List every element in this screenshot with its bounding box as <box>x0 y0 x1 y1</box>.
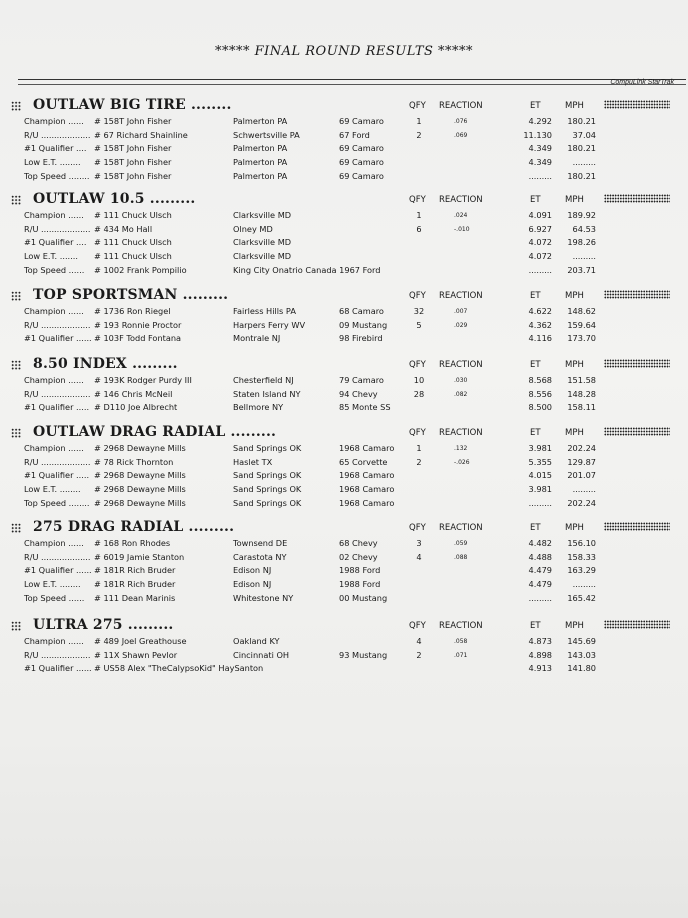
qfy-value: 2 <box>416 129 422 140</box>
et-value: 4.482 <box>528 538 552 548</box>
et-header: ET <box>530 621 541 631</box>
mph-value: 145.69 <box>567 636 596 646</box>
award-label: Champion ...... <box>24 538 84 548</box>
table-row <box>0 578 688 592</box>
award-label: #1 Qualifier ...... <box>24 333 92 344</box>
table-row <box>0 564 688 578</box>
section-header <box>0 97 688 115</box>
table-row <box>0 115 688 129</box>
driver-entry: # 11X Shawn Pevlor <box>94 649 178 660</box>
driver-entry: # 158T John Fisher <box>94 143 172 154</box>
qfy-value: 2 <box>416 649 422 660</box>
mph-value: ......... <box>572 484 596 495</box>
hometown: Haslet TX <box>233 456 273 467</box>
car: 69 Camaro <box>339 143 384 154</box>
table-row <box>0 442 688 456</box>
hometown: Carastota NY <box>233 551 287 562</box>
et-value: 4.488 <box>528 551 552 562</box>
qfy-header: QFY <box>409 195 426 205</box>
driver-entry: # 489 Joel Greathouse <box>94 636 187 646</box>
driver-entry: # 2968 Dewayne Mills <box>94 497 186 508</box>
reaction-header: REACTION <box>439 101 483 111</box>
car: 1968 Camaro <box>339 484 395 495</box>
section-header <box>0 424 688 442</box>
et-value: ......... <box>528 497 552 508</box>
mph-header: MPH <box>565 291 584 301</box>
mph-value: 158.11 <box>567 402 596 413</box>
mph-value: 201.07 <box>567 470 596 481</box>
car: 69 Camaro <box>339 116 384 126</box>
hometown: Palmerton PA <box>233 116 288 126</box>
section-header <box>0 191 688 209</box>
reaction-header: REACTION <box>439 195 483 205</box>
mph-value: 189.92 <box>567 210 596 220</box>
results-section <box>0 356 688 415</box>
table-row <box>0 319 688 333</box>
qfy-value: 32 <box>413 306 425 316</box>
reaction-value: .058 <box>454 638 468 645</box>
mph-value: ......... <box>572 251 596 262</box>
hometown: Staten Island NY <box>233 388 301 399</box>
et-value: ......... <box>528 170 552 181</box>
table-row <box>0 170 688 184</box>
grid-dots-icon <box>11 360 21 370</box>
car: 69 Camaro <box>339 170 384 181</box>
mph-header: MPH <box>565 360 584 370</box>
section-title: 8.50 INDEX ......... <box>33 356 178 372</box>
mph-value: 198.26 <box>567 237 596 248</box>
results-section <box>0 424 688 510</box>
driver-entry: # 146 Chris McNeil <box>94 388 173 399</box>
hometown: King City Onatrio Canada 1967 Ford <box>233 264 381 275</box>
mph-value: 148.62 <box>567 306 596 316</box>
section-title: OUTLAW BIG TIRE ........ <box>33 97 232 113</box>
qfy-value: 1 <box>416 210 422 220</box>
et-value: 8.556 <box>528 388 552 399</box>
section-header <box>0 356 688 374</box>
mph-value: 143.03 <box>567 649 596 660</box>
et-value: 4.349 <box>528 157 552 168</box>
dots-bar-icon <box>604 522 670 531</box>
section-title: OUTLAW DRAG RADIAL ......... <box>33 424 277 440</box>
reaction-header: REACTION <box>439 428 483 438</box>
mph-value: 159.64 <box>567 319 596 330</box>
et-value: 4.292 <box>528 116 552 126</box>
et-value: 4.622 <box>528 306 552 316</box>
hometown: Palmerton PA <box>233 170 288 181</box>
mph-header: MPH <box>565 101 584 111</box>
award-label: #1 Qualifier ...... <box>24 663 92 674</box>
brand-label: CompuLink StarTrak <box>610 79 674 86</box>
mph-value: 141.80 <box>567 663 596 674</box>
qfy-value: 6 <box>416 223 422 234</box>
hometown: Harpers Ferry WV <box>233 319 306 330</box>
et-value: ......... <box>528 592 552 603</box>
qfy-header: QFY <box>409 621 426 631</box>
table-row <box>0 156 688 170</box>
driver-entry: # 2968 Dewayne Mills <box>94 484 186 495</box>
reaction-value: .029 <box>454 321 468 329</box>
reaction-header: REACTION <box>439 291 483 301</box>
results-section <box>0 287 688 346</box>
et-value: 8.568 <box>528 375 552 385</box>
hometown: Bellmore NY <box>233 402 284 413</box>
dots-bar-icon <box>604 290 670 299</box>
qfy-value: 2 <box>416 456 422 467</box>
grid-dots-icon <box>11 621 21 631</box>
section-header <box>0 617 688 635</box>
grid-dots-icon <box>11 523 21 533</box>
qfy-value: 3 <box>416 538 422 548</box>
section-title: TOP SPORTSMAN ......... <box>33 287 229 303</box>
hometown: Townsend DE <box>233 538 288 548</box>
driver-entry: # 434 Mo Hall <box>94 223 153 234</box>
reaction-value: .059 <box>454 540 468 547</box>
hometown: Montrale NJ <box>233 333 281 344</box>
reaction-value: .030 <box>454 377 468 384</box>
hometown: Fairless Hills PA <box>233 306 296 316</box>
driver-entry: # D110 Joe Albrecht <box>94 402 178 413</box>
car: 79 Camaro <box>339 375 384 385</box>
car: 00 Mustang <box>339 592 388 603</box>
mph-value: 64.53 <box>572 223 596 234</box>
qfy-header: QFY <box>409 291 426 301</box>
award-label: #1 Qualifier ..... <box>24 402 90 413</box>
hometown: Sand Springs OK <box>233 470 302 481</box>
driver-entry: # 158T John Fisher <box>94 170 172 181</box>
table-row <box>0 483 688 497</box>
section-header <box>0 519 688 537</box>
mph-header: MPH <box>565 195 584 205</box>
driver-entry: # 103F Todd Fontana <box>94 333 182 344</box>
et-value: 4.873 <box>528 636 552 646</box>
table-row <box>0 635 688 649</box>
reaction-value: .082 <box>454 390 468 398</box>
award-label: Champion ...... <box>24 443 84 453</box>
et-header: ET <box>530 101 541 111</box>
dots-bar-icon <box>604 359 670 368</box>
driver-entry: # 158T John Fisher <box>94 157 172 168</box>
car: 68 Camaro <box>339 306 384 316</box>
award-label: Champion ...... <box>24 210 84 220</box>
driver-entry: # 2968 Dewayne Mills <box>94 470 186 481</box>
mph-value: 180.21 <box>567 143 596 154</box>
section-title: 275 DRAG RADIAL ......... <box>33 519 235 535</box>
qfy-value: 28 <box>413 388 425 399</box>
reaction-value: .071 <box>454 651 468 659</box>
et-header: ET <box>530 428 541 438</box>
mph-value: 158.33 <box>567 551 596 562</box>
driver-entry: # 67 Richard Shainline <box>94 129 188 140</box>
qfy-value: 4 <box>416 636 422 646</box>
award-label: Low E.T. ........ <box>24 157 81 168</box>
qfy-header: QFY <box>409 523 426 533</box>
hometown: Clarksville MD <box>233 210 292 220</box>
reaction-header: REACTION <box>439 621 483 631</box>
hometown: Cincinnati OH <box>233 649 290 660</box>
award-label: R/U ................... <box>24 551 91 562</box>
mph-value: 151.58 <box>567 375 596 385</box>
table-row <box>0 649 688 663</box>
driver-entry: # 111 Chuck Ulsch <box>94 251 172 262</box>
award-label: Champion ...... <box>24 375 84 385</box>
et-value: 4.479 <box>528 565 552 576</box>
grid-dots-icon <box>11 195 21 205</box>
header-rule-thin <box>18 84 686 85</box>
table-row <box>0 129 688 143</box>
table-row <box>0 264 688 278</box>
et-value: 3.981 <box>528 484 552 495</box>
et-value: ......... <box>528 264 552 275</box>
award-label: Champion ...... <box>24 306 84 316</box>
car: 1988 Ford <box>339 565 381 576</box>
award-label: #1 Qualifier ...... <box>24 565 92 576</box>
car: 1988 Ford <box>339 579 381 590</box>
grid-dots-icon <box>11 101 21 111</box>
award-label: Champion ...... <box>24 636 84 646</box>
award-label: Champion ...... <box>24 116 84 126</box>
mph-value: 129.87 <box>567 456 596 467</box>
hometown: Olney MD <box>233 223 273 234</box>
mph-value: 148.28 <box>567 388 596 399</box>
reaction-header: REACTION <box>439 360 483 370</box>
et-value: 4.479 <box>528 579 552 590</box>
table-row <box>0 374 688 388</box>
hometown: Clarksville MD <box>233 237 292 248</box>
car: 98 Firebird <box>339 333 383 344</box>
table-row <box>0 469 688 483</box>
car: 93 Mustang <box>339 649 388 660</box>
mph-value: 202.24 <box>567 497 596 508</box>
section-title: OUTLAW 10.5 ......... <box>33 191 196 207</box>
et-value: 4.362 <box>528 319 552 330</box>
mph-header: MPH <box>565 621 584 631</box>
table-row <box>0 236 688 250</box>
dots-bar-icon <box>604 100 670 109</box>
award-label: Top Speed ...... <box>24 264 85 275</box>
section-title: ULTRA 275 ......... <box>33 617 174 633</box>
qfy-value: 10 <box>413 375 425 385</box>
mph-value: 180.21 <box>567 170 596 181</box>
award-label: R/U ................... <box>24 649 91 660</box>
driver-entry: # 6019 Jamie Stanton <box>94 551 185 562</box>
et-value: 3.981 <box>528 443 552 453</box>
hometown: Sand Springs OK <box>233 484 302 495</box>
reaction-value: .024 <box>454 212 468 219</box>
table-row <box>0 592 688 606</box>
car: 68 Chevy <box>339 538 378 548</box>
qfy-value: 1 <box>416 116 422 126</box>
et-value: 4.091 <box>528 210 552 220</box>
qfy-value: 4 <box>416 551 422 562</box>
mph-value: ......... <box>572 157 596 168</box>
driver-entry: # 181R Rich Bruder <box>94 565 176 576</box>
driver-entry: # US58 Alex "TheCalypsoKid" HaySanton <box>94 663 264 674</box>
award-label: #1 Qualifier ..... <box>24 470 90 481</box>
reaction-value: .132 <box>454 445 468 452</box>
car: 02 Chevy <box>339 551 378 562</box>
table-row <box>0 142 688 156</box>
results-section <box>0 519 688 605</box>
reaction-header: REACTION <box>439 523 483 533</box>
award-label: #1 Qualifier .... <box>24 143 87 154</box>
table-row <box>0 551 688 565</box>
table-row <box>0 250 688 264</box>
table-row <box>0 662 688 676</box>
et-value: 5.355 <box>528 456 552 467</box>
dots-bar-icon <box>604 194 670 203</box>
et-value: 4.898 <box>528 649 552 660</box>
table-row <box>0 401 688 415</box>
mph-header: MPH <box>565 523 584 533</box>
et-value: 8.500 <box>528 402 552 413</box>
qfy-value: 1 <box>416 443 422 453</box>
award-label: Top Speed ........ <box>24 170 90 181</box>
mph-value: 203.71 <box>567 264 596 275</box>
et-header: ET <box>530 195 541 205</box>
page-title: ***** FINAL ROUND RESULTS ***** <box>214 44 474 59</box>
header-rule <box>18 79 686 80</box>
et-value: 4.072 <box>528 251 552 262</box>
reaction-value: .007 <box>454 308 468 315</box>
driver-entry: # 193 Ronnie Proctor <box>94 319 182 330</box>
car: 1968 Camaro <box>339 470 395 481</box>
award-label: R/U ................... <box>24 319 91 330</box>
table-row <box>0 209 688 223</box>
grid-dots-icon <box>11 291 21 301</box>
car: 69 Camaro <box>339 157 384 168</box>
mph-value: 37.04 <box>572 129 596 140</box>
driver-entry: # 111 Dean Marinis <box>94 592 176 603</box>
qfy-header: QFY <box>409 428 426 438</box>
et-header: ET <box>530 523 541 533</box>
results-section <box>0 191 688 277</box>
reaction-value: -.026 <box>454 458 470 466</box>
mph-value: 202.24 <box>567 443 596 453</box>
mph-value: 163.29 <box>567 565 596 576</box>
results-section <box>0 617 688 676</box>
award-label: R/U ................... <box>24 456 91 467</box>
mph-value: 173.70 <box>567 333 596 344</box>
table-row <box>0 305 688 319</box>
award-label: Top Speed ...... <box>24 592 85 603</box>
award-label: R/U ................... <box>24 223 91 234</box>
et-header: ET <box>530 291 541 301</box>
mph-header: MPH <box>565 428 584 438</box>
table-row <box>0 332 688 346</box>
table-row <box>0 456 688 470</box>
hometown: Palmerton PA <box>233 157 288 168</box>
et-header: ET <box>530 360 541 370</box>
table-row <box>0 223 688 237</box>
hometown: Oakland KY <box>233 636 280 646</box>
driver-entry: # 168 Ron Rhodes <box>94 538 171 548</box>
driver-entry: # 111 Chuck Ulsch <box>94 210 172 220</box>
reaction-value: .076 <box>454 118 468 125</box>
award-label: R/U ................... <box>24 129 91 140</box>
hometown: Sand Springs OK <box>233 443 302 453</box>
reaction-value: .069 <box>454 131 468 139</box>
driver-entry: # 2968 Dewayne Mills <box>94 443 186 453</box>
hometown: Whitestone NY <box>233 592 294 603</box>
mph-value: 156.10 <box>567 538 596 548</box>
car: 65 Corvette <box>339 456 388 467</box>
et-value: 4.913 <box>528 663 552 674</box>
hometown: Clarksville MD <box>233 251 292 262</box>
table-row <box>0 388 688 402</box>
driver-entry: # 158T John Fisher <box>94 116 172 126</box>
table-row <box>0 537 688 551</box>
et-value: 4.116 <box>528 333 552 344</box>
driver-entry: # 1736 Ron Riegel <box>94 306 171 316</box>
results-section <box>0 97 688 183</box>
award-label: R/U ................... <box>24 388 91 399</box>
driver-entry: # 78 Rick Thornton <box>94 456 174 467</box>
car: 67 Ford <box>339 129 370 140</box>
qfy-header: QFY <box>409 360 426 370</box>
driver-entry: # 1002 Frank Pompilio <box>94 264 187 275</box>
mph-value: ......... <box>572 579 596 590</box>
qfy-header: QFY <box>409 101 426 111</box>
driver-entry: # 111 Chuck Ulsch <box>94 237 172 248</box>
car: 1968 Camaro <box>339 443 395 453</box>
car: 85 Monte SS <box>339 402 391 413</box>
et-value: 4.015 <box>528 470 552 481</box>
hometown: Sand Springs OK <box>233 497 302 508</box>
reaction-value: .088 <box>454 553 468 561</box>
award-label: Top Speed ........ <box>24 497 90 508</box>
award-label: Low E.T. ........ <box>24 484 81 495</box>
mph-value: 180.21 <box>567 116 596 126</box>
et-value: 4.349 <box>528 143 552 154</box>
et-value: 11.130 <box>523 129 552 140</box>
section-header <box>0 287 688 305</box>
hometown: Schwertsville PA <box>233 129 300 140</box>
table-row <box>0 497 688 511</box>
qfy-value: 5 <box>416 319 422 330</box>
et-value: 4.072 <box>528 237 552 248</box>
hometown: Chesterfield NJ <box>233 375 294 385</box>
reaction-value: -.010 <box>454 225 470 233</box>
hometown: Palmerton PA <box>233 143 288 154</box>
hometown: Edison NJ <box>233 579 272 590</box>
driver-entry: # 181R Rich Bruder <box>94 579 176 590</box>
driver-entry: # 193K Rodger Purdy III <box>94 375 192 385</box>
award-label: Low E.T. ....... <box>24 251 78 262</box>
dots-bar-icon <box>604 620 670 629</box>
car: 94 Chevy <box>339 388 378 399</box>
dots-bar-icon <box>604 427 670 436</box>
et-value: 6.927 <box>528 223 552 234</box>
mph-value: 165.42 <box>567 592 596 603</box>
hometown: Edison NJ <box>233 565 272 576</box>
award-label: #1 Qualifier .... <box>24 237 87 248</box>
car: 09 Mustang <box>339 319 388 330</box>
car: 1968 Camaro <box>339 497 395 508</box>
award-label: Low E.T. ........ <box>24 579 81 590</box>
grid-dots-icon <box>11 428 21 438</box>
